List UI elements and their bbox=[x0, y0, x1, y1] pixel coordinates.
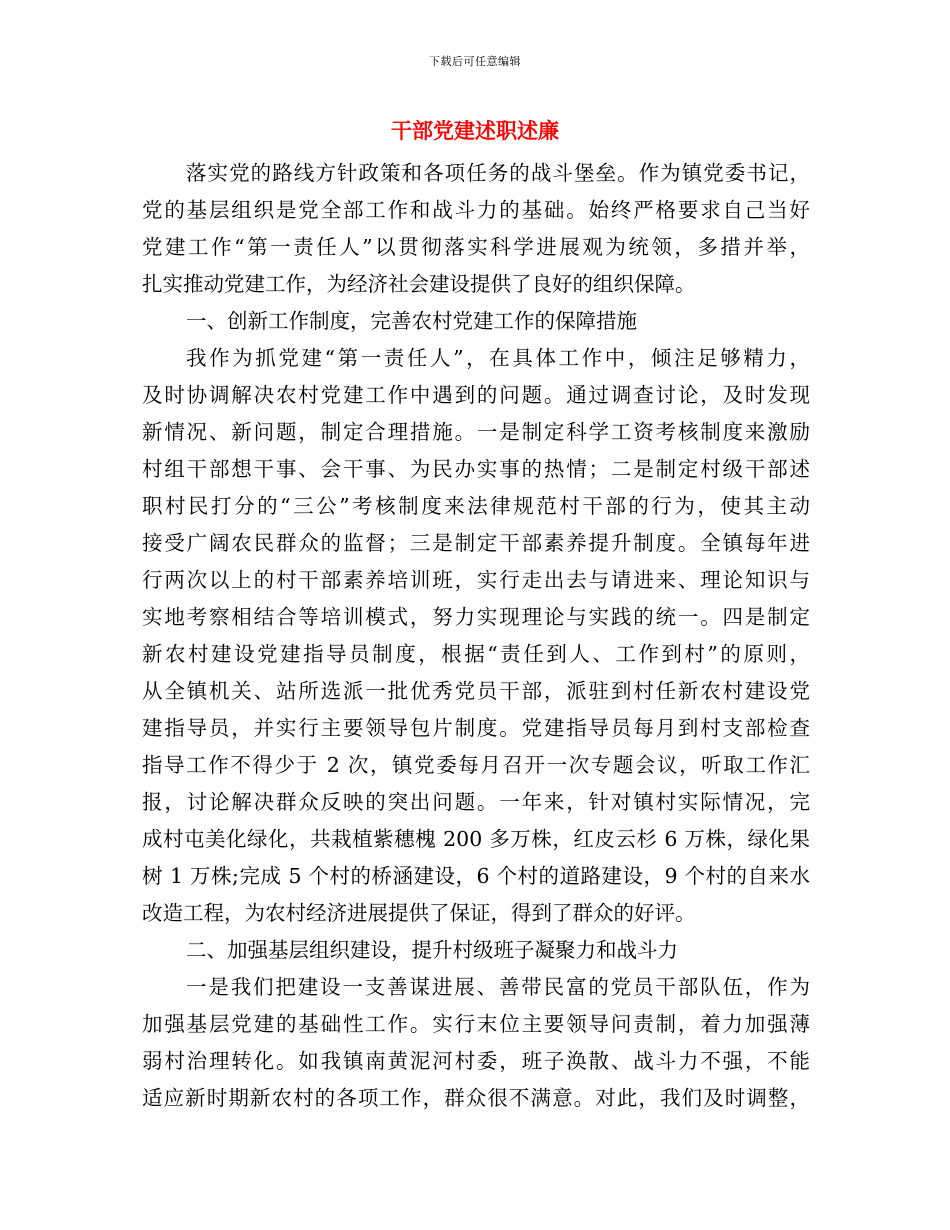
body-text-line: 弱村治理转化。如我镇南黄泥河村委，班子涣散、战斗力不强，不能 bbox=[142, 1049, 810, 1073]
document-title: 干部党建述职述廉 bbox=[391, 118, 559, 143]
body-text-line: 建指导员，并实行主要领导包片制度。党建指导员每月到村支部检查 bbox=[142, 716, 810, 740]
body-text-line: 新情况、新问题，制定合理措施。一是制定科学工资考核制度来激励 bbox=[142, 420, 810, 444]
header-note: 下载后可任意编辑 bbox=[429, 55, 521, 68]
body-text-line: 一、创新工作制度，完善农村党建工作的保障措施 bbox=[186, 309, 637, 333]
body-text-line: 指导工作不得少于 2 次，镇党委每月召开一次专题会议，听取工作汇 bbox=[142, 753, 810, 777]
body-text-line: 党建工作“第一责任人”以贯彻落实科学进展观为统领，多措并举， bbox=[142, 235, 810, 259]
body-text-line: 报，讨论解决群众反映的突出问题。一年来，针对镇村实际情况，完 bbox=[142, 790, 810, 814]
body-text-line: 树 1 万株;完成 5 个村的桥涵建设，6 个村的道路建设，9 个村的自来水 bbox=[142, 864, 810, 888]
body-text-line: 行两次以上的村干部素养培训班，实行走出去与请进来、理论知识与 bbox=[142, 568, 810, 592]
body-text-line: 加强基层党建的基础性工作。实行末位主要领导问责制，着力加强薄 bbox=[142, 1012, 810, 1036]
body-text-line: 职村民打分的“三公”考核制度来法律规范村干部的行为，使其主动 bbox=[142, 494, 810, 518]
document-body bbox=[142, 155, 810, 1117]
body-text-line: 村组干部想干事、会干事、为民办实事的热情；二是制定村级干部述 bbox=[142, 457, 810, 481]
body-text-line: 及时协调解决农村党建工作中遇到的问题。通过调查讨论，及时发现 bbox=[142, 383, 810, 407]
body-text-line: 从全镇机关、站所选派一批优秀党员干部，派驻到村任新农村建设党 bbox=[142, 679, 810, 703]
body-text-line: 我作为抓党建“第一责任人”，在具体工作中，倾注足够精力， bbox=[186, 346, 810, 370]
body-text-line: 扎实推动党建工作，为经济社会建设提供了良好的组织保障。 bbox=[142, 272, 696, 296]
body-text-line: 党的基层组织是党全部工作和战斗力的基础。始终严格要求自己当好 bbox=[142, 198, 810, 222]
body-text-line: 二、加强基层组织建设，提升村级班子凝聚力和战斗力 bbox=[186, 938, 678, 962]
body-text-line: 成村屯美化绿化，共栽植紫穗槐 200 多万株，红皮云杉 6 万株，绿化果 bbox=[142, 827, 810, 851]
body-text-line: 新农村建设党建指导员制度，根据“责任到人、工作到村”的原则， bbox=[142, 642, 810, 666]
body-text-line: 适应新时期新农村的各项工作，群众很不满意。对此，我们及时调整， bbox=[142, 1086, 810, 1110]
body-text-line: 实地考察相结合等培训模式，努力实现理论与实践的统一。四是制定 bbox=[142, 605, 810, 629]
body-text-line: 一是我们把建设一支善谋进展、善带民富的党员干部队伍，作为 bbox=[186, 975, 810, 999]
body-text-line: 改造工程，为农村经济进展提供了保证，得到了群众的好评。 bbox=[142, 901, 696, 925]
body-text-line: 落实党的路线方针政策和各项任务的战斗堡垒。作为镇党委书记， bbox=[186, 161, 810, 185]
body-text-line: 接受广阔农民群众的监督；三是制定干部素养提升制度。全镇每年进 bbox=[142, 531, 810, 555]
